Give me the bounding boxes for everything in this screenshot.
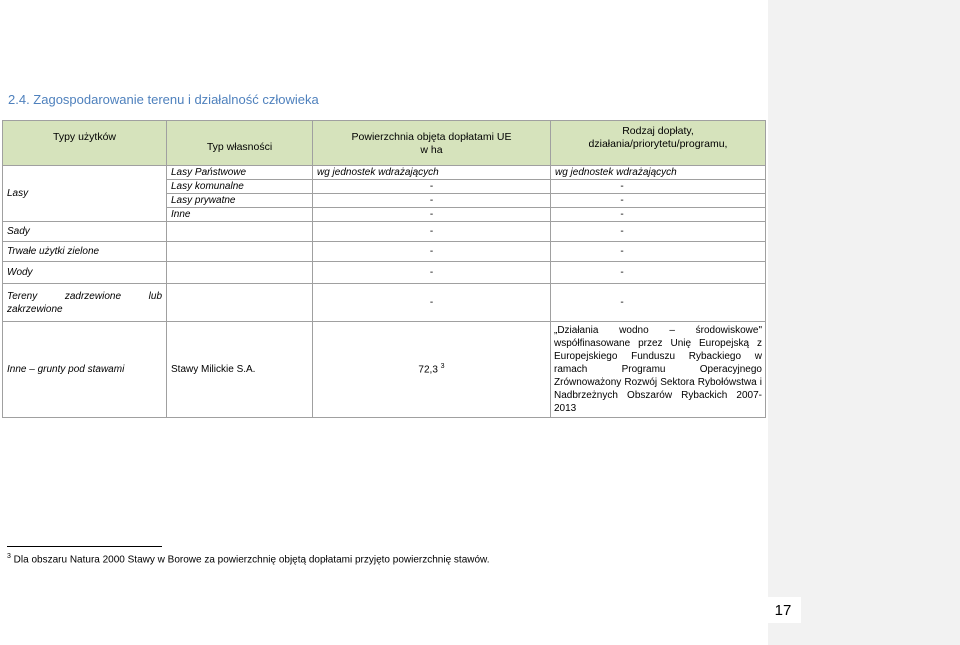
owner-cell: Lasy komunalne [167,180,313,194]
footnote [7,553,490,565]
area-cell: - [313,180,551,194]
owner-cell [167,284,313,322]
owner-cell [167,262,313,284]
row-label-tereny: Tereny zadrzewione lub zakrzewione [3,284,167,322]
row-label-inne: Inne – grunty pod stawami [3,322,167,418]
table-header-row [3,121,766,166]
owner-cell: Lasy prywatne [167,194,313,208]
subsidy-cell: „Działania wodno – środowiskowe" współfinasowane przez Unię Europejską z Europejskiego Funduszu Rybackiego w ramach Programu Operacyjnego Zrównoważony Rozwój Sektora Rybołówstwa i Nadbrzeżnych Obszarów Rybackich 2007-2013 [551,322,766,418]
area-cell: - [313,208,551,222]
land-use-table [2,120,766,418]
subsidy-cell: - [551,194,766,208]
row-label-wody: Wody [3,262,167,284]
footnote-separator [7,546,162,547]
subsidy-cell: - [551,284,766,322]
header-ownership: Typ własności [167,121,313,166]
area-cell: - [313,242,551,262]
table-row [3,166,766,180]
section-heading: 2.4. Zagospodarowanie terenu i działalność człowieka [8,92,319,107]
owner-cell: Stawy Milickie S.A. [167,322,313,418]
subsidy-cell: - [551,180,766,194]
row-label-trwale: Trwałe użytki zielone [3,242,167,262]
table-row [3,242,766,262]
table-row [3,322,766,418]
subsidy-cell: - [551,242,766,262]
area-cell: - [313,222,551,242]
subsidy-cell: - [551,222,766,242]
owner-cell [167,222,313,242]
header-area: Powierzchnia objęta dopłatami UE w ha [313,121,551,166]
owner-cell [167,242,313,262]
subsidy-cell: wg jednostek wdrażających [551,166,766,180]
header-land-type: Typy użytków [3,121,167,166]
header-subsidy-type: Rodzaj dopłaty, działania/priorytetu/programu, [551,121,766,166]
page-number: 17 [765,597,801,623]
table-row [3,222,766,242]
area-cell: - [313,194,551,208]
subsidy-cell: - [551,262,766,284]
area-cell: 72,3 $^3$ [313,322,551,418]
owner-cell: Lasy Państwowe [167,166,313,180]
table-row [3,262,766,284]
subsidy-cell: - [551,208,766,222]
side-panel [768,0,960,645]
area-cell: - [313,284,551,322]
row-label-lasy: Lasy [3,166,167,222]
footnote-mark: 3 [7,553,11,560]
footnote-ref: 3 [440,363,445,371]
owner-cell: Inne [167,208,313,222]
row-label-sady: Sady [3,222,167,242]
area-cell: wg jednostek wdrażających [313,166,551,180]
area-cell: - [313,262,551,284]
footnote-text: Dla obszaru Natura 2000 Stawy w Borowe za powierzchnię objętą dopłatami przyjęto powierzchnię stawów. [10,554,490,566]
table-row [3,284,766,322]
